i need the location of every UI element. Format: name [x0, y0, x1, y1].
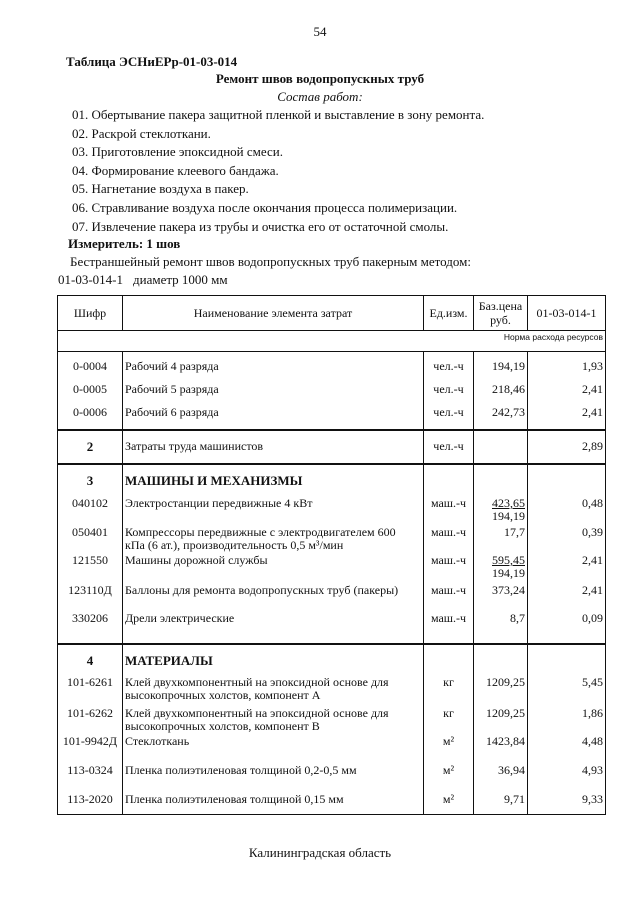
row-name: Пленка полиэтиленовая толщиной 0,15 мм	[123, 777, 424, 815]
row-price: 1209,25	[474, 702, 528, 733]
row-norm: 9,33	[528, 777, 606, 815]
row-norm: 0,48	[528, 487, 606, 523]
table-id: Таблица ЭСНиЕРр-01-03-014	[66, 54, 238, 69]
document-title: Ремонт швов водопропускных труб	[215, 71, 425, 86]
table-row	[58, 667, 606, 702]
row-price: 9,71	[474, 777, 528, 815]
table-row	[58, 748, 606, 777]
row-unit: чел.-ч	[424, 396, 474, 430]
works-list	[72, 106, 484, 236]
row-name: Баллоны для ремонта водопропускных труб (пакеры)	[123, 580, 424, 597]
header-base-price-line2: руб.	[490, 313, 511, 327]
row-name	[123, 702, 424, 733]
row-price: 194,19	[474, 352, 528, 374]
row-name: Рабочий 5 разряда	[123, 373, 424, 396]
work-item: 06. Стравливание воздуха после окончания процесса полимеризации.	[72, 199, 458, 215]
work-item: 01. Обертывание пакера защитной пленкой и выставление в зону ремонта.	[72, 107, 485, 122]
row-name: Рабочий 4 разряда	[123, 352, 424, 374]
row-code: 101-6261	[58, 667, 123, 702]
row-code: 2	[58, 430, 123, 464]
row-code: 101-9942Д	[58, 733, 123, 748]
section-title: МАТЕРИАЛЫ	[123, 644, 424, 667]
row-norm: 2,41	[528, 373, 606, 396]
page-footer: Калининградская область	[248, 845, 392, 860]
page-number: 54	[313, 24, 327, 39]
header-code: Шифр	[58, 296, 123, 331]
row-price: 8,7	[474, 597, 528, 644]
row-norm: 0,09	[528, 597, 606, 644]
row-norm: 4,48	[528, 733, 606, 748]
table-row	[58, 777, 606, 815]
row-price: 218,46	[474, 373, 528, 396]
meter-label: Измеритель: 1 шов	[68, 236, 181, 251]
row-norm: 1,93	[528, 352, 606, 374]
row-price-main: 595,45	[492, 553, 525, 567]
row-price-main: 423,65	[492, 496, 525, 510]
row-code: 330206	[58, 597, 123, 644]
row-name: Затраты труда машинистов	[123, 430, 424, 464]
row-name: Рабочий 6 разряда	[123, 396, 424, 430]
row-name: Пленка полиэтиленовая толщиной 0,2-0,5 мм	[123, 748, 424, 777]
work-item: 05. Нагнетание воздуха в пакер.	[72, 181, 249, 197]
work-item: 04. Формирование клеевого бандажа.	[72, 162, 279, 178]
section-row	[58, 464, 606, 487]
row-unit: кг	[424, 667, 474, 702]
work-item: 02. Раскрой стеклоткани.	[72, 125, 211, 141]
row-norm: 2,89	[528, 430, 606, 464]
code-line-code: 01-03-014-1	[58, 272, 123, 287]
table-row	[58, 702, 606, 733]
row-name	[123, 523, 424, 552]
row-unit: м²	[424, 777, 474, 815]
row-unit: м²	[424, 748, 474, 777]
row-norm: 2,41	[528, 552, 606, 580]
header-base-price-line1: Баз.цена	[478, 299, 523, 313]
table-row	[58, 733, 606, 748]
row-code: 113-2020	[58, 777, 123, 815]
row-unit: кг	[424, 702, 474, 733]
row-name-line1: Клей двухкомпонентный на эпоксидной основе для	[125, 675, 389, 689]
row-price: 373,24	[474, 580, 528, 597]
row-name: Дрели электрические	[123, 597, 424, 644]
row-code: 040102	[58, 487, 123, 523]
row-price: 1209,25	[474, 667, 528, 702]
row-norm: 2,41	[528, 580, 606, 597]
row-norm: 5,45	[528, 667, 606, 702]
row-unit: маш.-ч	[424, 523, 474, 552]
row-unit: маш.-ч	[424, 580, 474, 597]
section-row	[58, 644, 606, 667]
row-name-line2: высокопрочных холстов, компонент А	[125, 688, 321, 702]
row-price: 1423,84	[474, 733, 528, 748]
header-unit: Ед.изм.	[424, 296, 474, 331]
row-norm: 0,39	[528, 523, 606, 552]
row-code: 050401	[58, 523, 123, 552]
row-name: Стеклоткань	[123, 733, 424, 748]
row-name-line2: высокопрочных холстов, компонент В	[125, 719, 320, 733]
code-line-desc: диаметр 1000 мм	[133, 272, 228, 287]
header-base-price	[474, 296, 528, 331]
row-norm: 1,86	[528, 702, 606, 733]
row-unit: чел.-ч	[424, 352, 474, 374]
table-row	[58, 352, 606, 374]
row-price-sub: 194,19	[492, 566, 525, 580]
row-price: 242,73	[474, 396, 528, 430]
row-code: 0-0006	[58, 396, 123, 430]
row-norm: 4,93	[528, 748, 606, 777]
section-code: 4	[58, 644, 123, 667]
table-row	[58, 430, 606, 464]
cost-table	[57, 295, 606, 815]
row-name-line2: кПа (6 ат.), производительность 0,5 м³/мин	[125, 538, 344, 552]
row-unit: чел.-ч	[424, 430, 474, 464]
method-text: Бестраншейный ремонт швов водопропускных труб пакерным методом:	[70, 254, 471, 269]
row-code: 113-0324	[58, 748, 123, 777]
row-code: 0-0005	[58, 373, 123, 396]
header-name: Наименование элемента затрат	[123, 296, 424, 331]
row-code: 0-0004	[58, 352, 123, 374]
row-name-line1: Компрессоры передвижные с электродвигателем 600	[125, 525, 396, 539]
norm-label-row	[58, 331, 606, 352]
table-row	[58, 552, 606, 580]
row-name: Электростанции передвижные 4 кВт	[123, 487, 424, 523]
norm-label: Норма расхода ресурсов	[58, 331, 606, 352]
table-header-row	[58, 296, 606, 331]
row-unit: маш.-ч	[424, 597, 474, 644]
row-price	[474, 552, 528, 580]
row-price: 17,7	[474, 523, 528, 552]
section-code: 3	[58, 464, 123, 487]
row-norm: 2,41	[528, 396, 606, 430]
table-row	[58, 580, 606, 597]
work-item: 07. Извлечение пакера из трубы и очистка его от остаточной смолы.	[72, 218, 449, 234]
row-unit: маш.-ч	[424, 487, 474, 523]
row-name	[123, 667, 424, 702]
row-code: 121550	[58, 552, 123, 580]
row-unit: чел.-ч	[424, 373, 474, 396]
row-price-sub: 194,19	[492, 509, 525, 523]
row-name-line1: Клей двухкомпонентный на эпоксидной основе для	[125, 706, 389, 720]
row-code: 101-6262	[58, 702, 123, 733]
row-name: Машины дорожной службы	[123, 552, 424, 580]
row-price	[474, 430, 528, 464]
table-row	[58, 396, 606, 430]
row-code: 123110Д	[58, 580, 123, 597]
row-price: 36,94	[474, 748, 528, 777]
table-row	[58, 373, 606, 396]
code-line	[58, 272, 228, 288]
table-row	[58, 597, 606, 644]
table-row	[58, 523, 606, 552]
works-heading: Состав работ:	[277, 89, 363, 104]
work-item: 03. Приготовление эпоксидной смеси.	[72, 144, 283, 160]
row-unit: маш.-ч	[424, 552, 474, 580]
row-unit: м²	[424, 733, 474, 748]
header-norm-code: 01-03-014-1	[528, 296, 606, 331]
section-title: МАШИНЫ И МЕХАНИЗМЫ	[123, 464, 424, 487]
row-price	[474, 487, 528, 523]
table-row	[58, 487, 606, 523]
